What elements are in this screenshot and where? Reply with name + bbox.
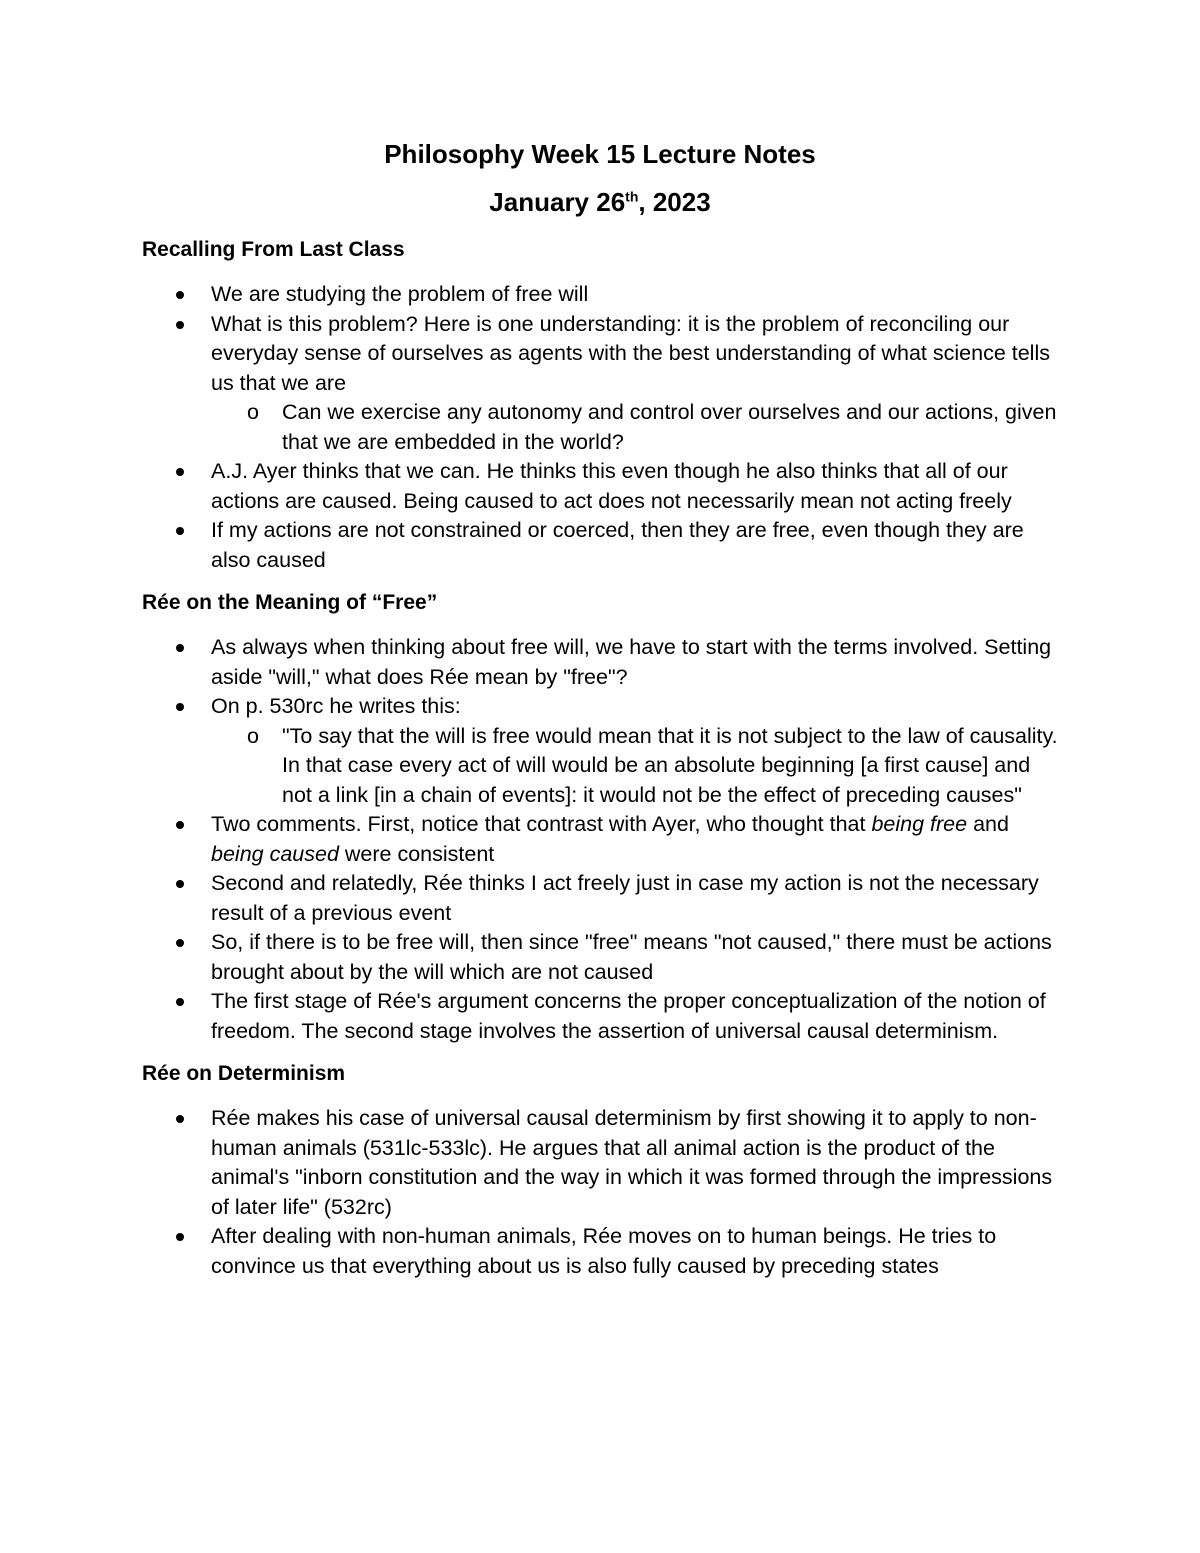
sub-bullet-marker: o xyxy=(247,723,259,748)
list-item xyxy=(142,516,1058,575)
list-item xyxy=(142,869,1058,928)
emphasis-being-caused: being caused xyxy=(211,841,339,866)
sub-list xyxy=(211,398,1058,457)
free-bullet-list xyxy=(142,633,1058,1046)
sub-list-item xyxy=(211,398,1058,457)
list-item xyxy=(142,1222,1058,1281)
bullet-text: After dealing with non-human animals, Rée moves on to human beings. He tries to convince us that everything about us is also fully caused by preceding states xyxy=(211,1224,997,1278)
date-ordinal-suffix: th xyxy=(625,188,639,205)
section-heading-free: Rée on the Meaning of “Free” xyxy=(142,591,438,614)
bullet-text: The first stage of Rée's argument concerns the proper conceptualization of the notion of freedom. The second stage involves the assertion of universal causal determinism. xyxy=(211,989,1046,1043)
sub-bullet-text: Can we exercise any autonomy and control over ourselves and our actions, given that we are embedded in the world? xyxy=(282,400,1057,454)
list-item xyxy=(142,928,1058,987)
section-heading-determinism: Rée on Determinism xyxy=(142,1062,346,1085)
section-heading-recall: Recalling From Last Class xyxy=(142,238,405,261)
bullet-text: A.J. Ayer thinks that we can. He thinks this even though he also thinks that all of our actions are caused. Being caused to act does not necessarily mean not acting freely xyxy=(211,459,1012,513)
list-item xyxy=(142,1104,1058,1222)
emphasis-being-free: being free xyxy=(871,812,968,836)
list-item xyxy=(142,310,1058,458)
document-date xyxy=(142,186,1058,218)
bullet-text: Second and relatedly, Rée thinks I act freely just in case my action is not the necessary result of a previous event xyxy=(211,871,1039,925)
sub-list xyxy=(211,722,1058,811)
determinism-bullet-list xyxy=(142,1104,1058,1281)
list-item xyxy=(142,810,1058,869)
list-item xyxy=(142,692,1058,810)
bullet-text: What is this problem? Here is one understanding: it is the problem of reconciling our everyday sense of ourselves as agents with the best understanding of what science tells us that we are xyxy=(211,311,1050,395)
bullet-text-part: Two comments. First, notice that contrast with Ayer, who thought that xyxy=(211,812,872,836)
bullet-text: If my actions are not constrained or coerced, then they are free, even though they are also caused xyxy=(211,518,1024,572)
date-year: , 2023 xyxy=(638,187,711,217)
bullet-text: As always when thinking about free will, we have to start with the terms involved. Setting aside "will," what does Rée mean by "free"? xyxy=(211,635,1052,689)
date-month-day: January 26 xyxy=(489,187,626,217)
bullet-text-part: and xyxy=(967,812,1009,836)
bullet-text: We are studying the problem of free will xyxy=(211,282,589,306)
list-item xyxy=(142,987,1058,1046)
sub-bullet-text: "To say that the will is free would mean that it is not subject to the law of causality. In that case every act of will would be an absolute beginning [a first cause] and not a link [in a chain of events]: it would not be the effect of preceding causes" xyxy=(282,723,1058,807)
document-title: Philosophy Week 15 Lecture Notes xyxy=(384,139,816,169)
bullet-text: Rée makes his case of universal causal determinism by first showing it to apply to non-human animals (531lc-533lc). He argues that all animal action is the product of the animal's "inborn constitution and the way in which it was formed through the impressions of later life" (532rc) xyxy=(211,1106,1053,1219)
document-page xyxy=(142,138,1058,1281)
recall-bullet-list xyxy=(142,280,1058,575)
list-item xyxy=(142,280,1058,310)
list-item xyxy=(142,633,1058,692)
bullet-text-part: were consistent xyxy=(338,841,495,866)
bullet-text: So, if there is to be free will, then since "free" means "not caused," there must be actions brought about by the will which are not caused xyxy=(211,930,1052,984)
bullet-text: On p. 530rc he writes this: xyxy=(211,694,461,718)
list-item xyxy=(142,457,1058,516)
sub-bullet-marker: o xyxy=(247,400,259,424)
sub-list-item xyxy=(211,722,1058,811)
